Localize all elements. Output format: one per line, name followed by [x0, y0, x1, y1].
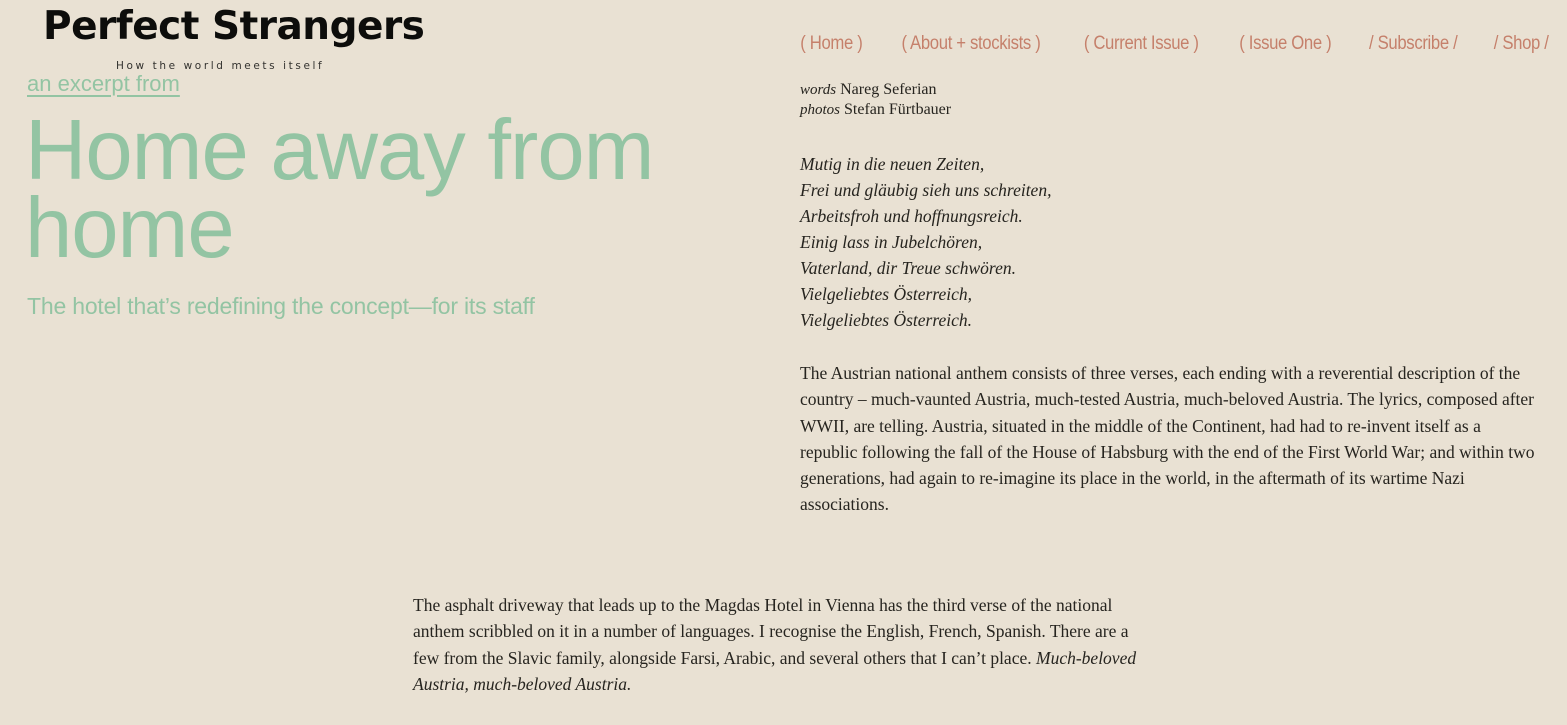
nav-item-shop[interactable]: / Shop /	[1493, 33, 1549, 54]
nav-item-current-issue[interactable]: ( Current Issue )	[1084, 33, 1199, 54]
paragraph-2-text: The asphalt driveway that leads up to the Magdas Hotel in Vienna has the third verse of the national anthem scribbled on it in a number of languages. I recognise the English, French, Spanish. There are a few from the Slavic family, alongside Farsi, Arabic, and several others that I can’t place.	[413, 595, 1129, 668]
poem-line: Mutig in die neuen Zeiten,	[800, 154, 985, 174]
credit-words	[800, 80, 951, 100]
article-paragraph-2	[413, 592, 1155, 697]
nav-item-about-stockists[interactable]: ( About + stockists )	[901, 33, 1041, 54]
poem-line: Vielgeliebtes Österreich.	[800, 310, 973, 330]
brand-tagline: How the world meets itself	[116, 60, 325, 72]
brand-logo[interactable]: Perfect Strangers	[43, 4, 425, 49]
nav-item-home[interactable]: ( Home )	[799, 33, 863, 54]
article-credits	[800, 80, 951, 120]
credit-words-name: Nareg Seferian	[840, 81, 937, 98]
poem-line: Einig lass in Jubelchören,	[800, 232, 983, 252]
poem-line: Arbeitsfroh und hoffnungsreich.	[800, 206, 1023, 226]
article-title: Home away from home	[25, 103, 654, 276]
anthem-poem	[800, 151, 1051, 333]
poem-line: Frei und gläubig sieh uns schreiten,	[800, 180, 1052, 200]
article-paragraph-1: The Austrian national anthem consists of three verses, each ending with a reverential description of the country – much-vaunted Austria, much-tested Austria, much-beloved Austria. The lyrics, composed after WWII, are telling. Austria, situated in the middle of the Continent, had had to re-invent itself as a republic following the fall of the House of Habsburg with the end of the First World War; and within two generations, had again to re-imagine its place in the world, in the aftermath of its wartime Nazi associations.	[800, 363, 1535, 515]
credit-words-label: words	[800, 82, 837, 98]
paragraph-2-italic-text: Much-beloved Austria, much-beloved Austria.	[413, 647, 1137, 694]
poem-line: Vaterland, dir Treue schwören.	[800, 258, 1016, 278]
nav-item-subscribe[interactable]: / Subscribe /	[1369, 33, 1458, 54]
credit-photos-name: Stefan Fürtbauer	[844, 101, 952, 118]
credit-photos-label: photos	[800, 102, 841, 118]
poem-line: Vielgeliebtes Österreich,	[800, 284, 973, 304]
main-nav	[796, 33, 1552, 55]
nav-item-issue-one[interactable]: ( Issue One )	[1238, 33, 1332, 54]
excerpt-from-link[interactable]: an excerpt from	[27, 71, 180, 96]
article-subtitle: The hotel that’s redefining the concept—for its staff	[27, 293, 535, 319]
credit-photos	[800, 100, 951, 120]
